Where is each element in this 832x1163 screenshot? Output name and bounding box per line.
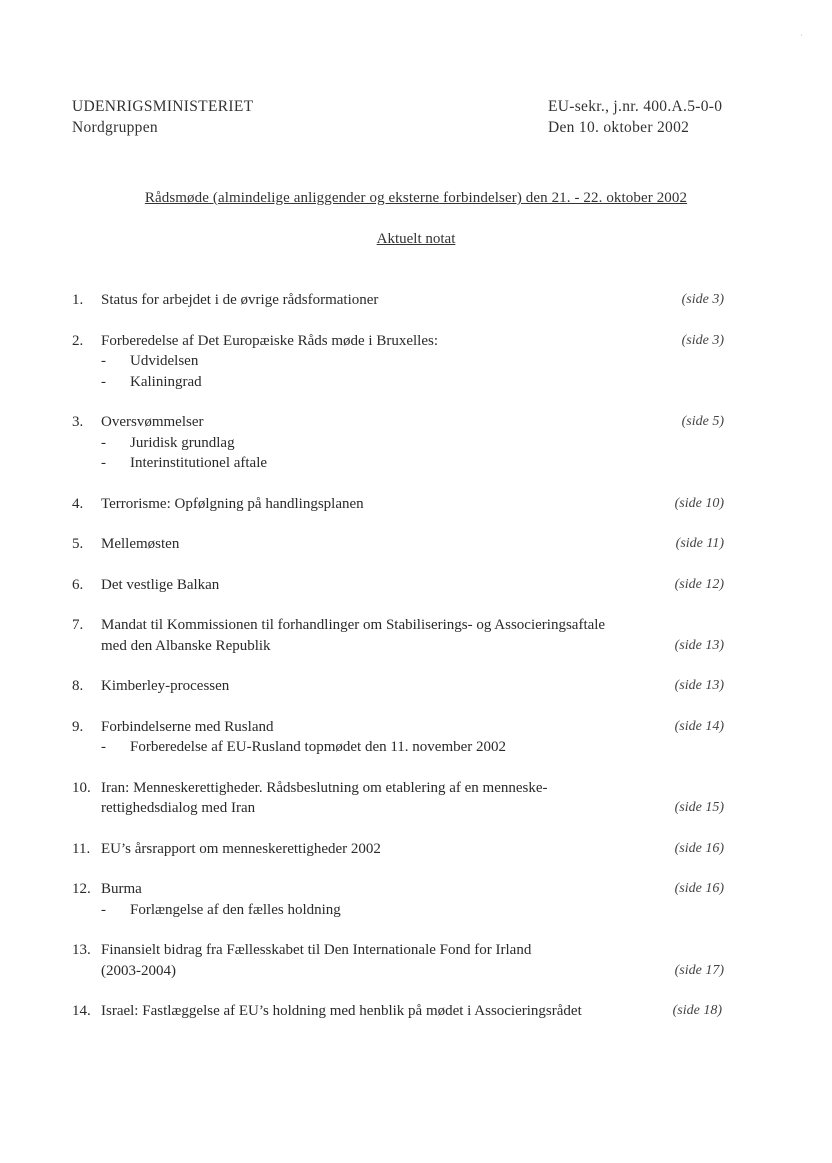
header-right: [548, 96, 722, 138]
agenda-item: [72, 494, 732, 515]
bullet-dash: -: [101, 455, 106, 471]
bullet-dash: -: [101, 373, 106, 390]
agenda-item-number: 8.: [72, 678, 84, 694]
document-subtitle: Aktuelt notat: [376, 231, 456, 247]
page-reference: (side 17): [674, 962, 724, 978]
agenda-item: [72, 290, 732, 311]
agenda-list: [72, 290, 732, 1022]
agenda-subitem: [101, 737, 732, 758]
agenda-subitem: [101, 433, 732, 454]
agenda-item: [72, 717, 732, 758]
agenda-item-number: 13.: [72, 942, 91, 958]
agenda-item-number: 3.: [72, 414, 84, 430]
page-reference: (side 15): [674, 800, 724, 815]
agenda-item: [72, 1001, 732, 1022]
agenda-item-text: Det vestlige Balkan: [101, 576, 220, 593]
page-reference: (side 16): [674, 840, 724, 856]
agenda-item-number: 5.: [72, 536, 84, 552]
agenda-item-text: med den Albanske Republik: [101, 637, 271, 654]
agenda-item: [72, 879, 732, 920]
agenda-item-text: Mellemøsten: [101, 536, 180, 552]
page-reference: (side 13): [674, 678, 724, 693]
agenda-subitem-text: Udvidelsen: [130, 353, 199, 369]
agenda-subitem-text: Forberedelse af EU-Rusland topmødet den 11. november 2002: [130, 739, 507, 755]
agenda-item: [72, 331, 732, 393]
agenda-item-text: rettighedsdialog med Iran: [101, 800, 256, 816]
bullet-dash: -: [101, 434, 106, 451]
agenda-item-number: 10.: [72, 779, 91, 796]
agenda-item-number: 6.: [72, 576, 84, 593]
document-date: Den 10. oktober 2002: [548, 119, 690, 136]
unit-name: Nordgruppen: [72, 119, 158, 136]
agenda-item: [72, 778, 732, 819]
agenda-item-text: Burma: [101, 881, 142, 897]
agenda-item-text: Oversvømmelser: [101, 414, 204, 430]
bullet-dash: -: [101, 901, 106, 918]
agenda-subitem: [101, 372, 732, 393]
agenda-subitem-text: Interinstitutionel aftale: [130, 455, 268, 471]
agenda-item-text: EU’s årsrapport om menneskerettigheder 2002: [101, 840, 381, 857]
agenda-subitem: [101, 351, 732, 372]
journal-ref: EU-sekr., j.nr. 400.A.5-0-0: [548, 98, 723, 115]
page-reference: (side 16): [674, 881, 724, 896]
agenda-item-number: 12.: [72, 881, 91, 897]
agenda-item-number: 9.: [72, 718, 84, 735]
agenda-subitem-text: Forlængelse af den fælles holdning: [130, 901, 341, 918]
bullet-dash: -: [101, 353, 106, 369]
agenda-item-text: Forbindelserne med Rusland: [101, 718, 274, 735]
agenda-item-text: Kimberley-processen: [101, 678, 230, 694]
agenda-item-text: Finansielt bidrag fra Fællesskabet til Den Internationale Fond for Irland: [101, 942, 532, 958]
page-reference: (side 11): [675, 536, 724, 551]
agenda-item: [72, 940, 732, 981]
scan-mark: ·: [800, 30, 803, 40]
agenda-item-number: 7.: [72, 617, 84, 633]
agenda-subitem-text: Kaliningrad: [130, 373, 202, 390]
page-reference: (side 10): [674, 495, 724, 511]
agenda-item: [72, 575, 732, 596]
agenda-item: [72, 676, 732, 697]
agenda-item-text: Mandat til Kommissionen til forhandlinger om Stabiliserings- og Associeringsaftale: [101, 617, 606, 633]
agenda-subitem-text: Juridisk grundlag: [130, 434, 235, 451]
agenda-item-text: (2003-2004): [101, 962, 176, 979]
page-reference: (side 13): [674, 637, 724, 653]
agenda-item: [72, 534, 732, 555]
page-reference: (side 12): [674, 576, 724, 592]
agenda-item-number: 14.: [72, 1003, 91, 1019]
agenda-subitem: [101, 900, 732, 921]
agenda-item-number: 11.: [72, 840, 91, 857]
page-reference: (side 5): [681, 414, 724, 429]
agenda-item-text: Israel: Fastlæggelse af EU’s holdning med henblik på mødet i Associeringsrådet: [101, 1003, 582, 1019]
agenda-item: [72, 615, 732, 656]
agenda-item-number: 2.: [72, 332, 84, 349]
ministry-name: UDENRIGSMINISTERIET: [72, 98, 254, 115]
bullet-dash: -: [101, 739, 106, 755]
agenda-item-text: Forberedelse af Det Europæiske Råds møde i Bruxelles:: [101, 332, 439, 349]
page-reference: (side 14): [674, 718, 724, 734]
agenda-item-number: 4.: [72, 495, 84, 512]
agenda-item-text: Terrorisme: Opfølgning på handlingsplanen: [101, 495, 364, 512]
document-title: Rådsmøde (almindelige anliggender og eksterne forbindelser) den 21. - 22. oktober 2002: [144, 190, 688, 206]
page-reference: (side 3): [681, 292, 724, 307]
page-reference: (side 18): [672, 1003, 722, 1018]
agenda-item-text: Iran: Menneskerettigheder. Rådsbeslutning om etablering af en menneske-: [101, 779, 548, 796]
agenda-item-text: Status for arbejdet i de øvrige rådsformationer: [101, 292, 379, 308]
agenda-item-number: 1.: [72, 292, 84, 308]
agenda-item: [72, 839, 732, 860]
page-reference: (side 3): [681, 332, 724, 348]
header-left: [72, 96, 253, 138]
agenda-item: [72, 412, 732, 474]
agenda-subitem: [101, 453, 732, 474]
